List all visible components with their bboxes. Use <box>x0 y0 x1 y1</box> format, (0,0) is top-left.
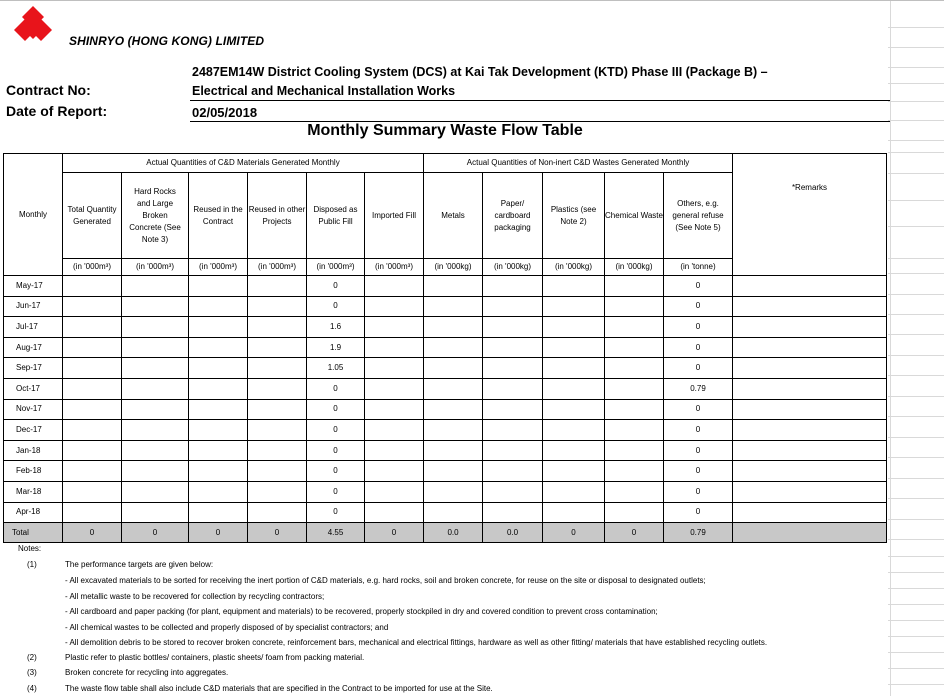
table-row <box>4 358 887 379</box>
empty-cell <box>424 502 483 523</box>
table-row <box>4 317 887 338</box>
empty-cell <box>733 399 887 420</box>
empty-cell <box>248 399 307 420</box>
empty-cell <box>605 337 664 358</box>
total-cell: 0.0 <box>483 523 543 543</box>
empty-cell <box>189 481 248 502</box>
empty-cell <box>424 358 483 379</box>
empty-cell <box>543 440 605 461</box>
disposed-public-fill-cell: 0 <box>307 378 365 399</box>
total-cell: 0 <box>189 523 248 543</box>
total-cell: 0 <box>63 523 122 543</box>
empty-cell <box>122 378 189 399</box>
empty-cell <box>733 276 887 297</box>
contract-underline <box>190 100 890 101</box>
empty-cell <box>248 296 307 317</box>
month-cell: Jul-17 <box>4 317 63 338</box>
disposed-public-fill-cell: 0 <box>307 420 365 441</box>
unit-header: (in '000m³) <box>365 259 424 276</box>
table-row <box>4 440 887 461</box>
empty-cell <box>483 481 543 502</box>
noninert-group-header: Actual Quantities of Non-inert C&D Wastes Generated Monthly <box>424 154 733 173</box>
empty-cell <box>424 337 483 358</box>
empty-cell <box>483 317 543 338</box>
empty-cell <box>248 440 307 461</box>
empty-cell <box>543 399 605 420</box>
empty-cell <box>122 296 189 317</box>
table-row <box>4 296 887 317</box>
empty-cell <box>733 481 887 502</box>
total-cell: 0 <box>605 523 664 543</box>
empty-cell <box>63 440 122 461</box>
month-cell: Jun-17 <box>4 296 63 317</box>
total-row <box>4 523 887 543</box>
empty-cell <box>189 358 248 379</box>
unit-header: (in 'tonne) <box>664 259 733 276</box>
empty-cell <box>365 296 424 317</box>
empty-cell <box>63 317 122 338</box>
others-cell: 0 <box>664 276 733 297</box>
empty-cell <box>63 420 122 441</box>
table-row <box>4 337 887 358</box>
others-cell: 0.79 <box>664 378 733 399</box>
empty-cell <box>248 481 307 502</box>
empty-cell <box>63 296 122 317</box>
empty-cell <box>365 420 424 441</box>
empty-cell <box>248 420 307 441</box>
empty-cell <box>122 399 189 420</box>
date-value: 02/05/2018 <box>192 105 258 120</box>
empty-cell <box>189 276 248 297</box>
note-4-text: The waste flow table shall also include C&D materials that are specified in the Contract to be imported for use at the Site. <box>65 684 493 693</box>
empty-cell <box>543 461 605 482</box>
unit-header: (in '000m³) <box>63 259 122 276</box>
empty-cell <box>605 276 664 297</box>
empty-cell <box>365 440 424 461</box>
empty-cell <box>605 378 664 399</box>
empty-cell <box>605 296 664 317</box>
total-cell: 0 <box>248 523 307 543</box>
empty-cell <box>605 440 664 461</box>
others-cell: 0 <box>664 481 733 502</box>
empty-cell <box>63 502 122 523</box>
empty-cell <box>733 358 887 379</box>
note-bullet: - All metallic waste to be recovered for collection by recycling contractors; <box>65 591 325 601</box>
month-cell: Aug-17 <box>4 337 63 358</box>
empty-cell <box>543 481 605 502</box>
total-cell: 0 <box>122 523 189 543</box>
empty-cell <box>424 296 483 317</box>
empty-cell <box>365 502 424 523</box>
empty-cell <box>122 358 189 379</box>
empty-cell <box>733 502 887 523</box>
empty-cell <box>543 337 605 358</box>
empty-cell <box>424 461 483 482</box>
empty-cell <box>733 420 887 441</box>
empty-cell <box>248 358 307 379</box>
note-bullet: - All excavated materials to be sorted for receiving the inert portion of C&D materials, e.g. hard rocks, soil and broken concrete, for reuse on the site or disposal to designated outlets; <box>65 576 706 585</box>
empty-cell <box>122 502 189 523</box>
unit-header: (in '000kg) <box>424 259 483 276</box>
column-header: Imported Fill <box>365 173 424 259</box>
empty-cell <box>733 317 887 338</box>
remarks-header: *Remarks <box>733 154 887 276</box>
empty-cell <box>543 358 605 379</box>
empty-cell <box>483 378 543 399</box>
note-3-text: Broken concrete for recycling into aggregates. <box>65 668 229 677</box>
empty-cell <box>543 378 605 399</box>
empty-cell <box>189 296 248 317</box>
month-cell: Mar-18 <box>4 481 63 502</box>
column-header: Reused in other Projects <box>248 173 307 259</box>
date-label: Date of Report: <box>6 103 108 119</box>
company-name: SHINRYO (HONG KONG) LIMITED <box>69 34 265 48</box>
empty-cell <box>365 337 424 358</box>
empty-cell <box>543 502 605 523</box>
empty-cell <box>733 378 887 399</box>
note-3-number: (3) <box>27 668 37 677</box>
total-remarks-cell <box>733 523 887 543</box>
empty-cell <box>365 481 424 502</box>
empty-cell <box>248 461 307 482</box>
table-row <box>4 461 887 482</box>
empty-cell <box>733 461 887 482</box>
unit-header: (in '000m³) <box>122 259 189 276</box>
table-row <box>4 276 887 297</box>
others-cell: 0 <box>664 502 733 523</box>
monthly-header: Monthly <box>4 154 63 276</box>
empty-cell <box>424 317 483 338</box>
disposed-public-fill-cell: 0 <box>307 502 365 523</box>
empty-cell <box>248 337 307 358</box>
unit-header: (in '000kg) <box>543 259 605 276</box>
disposed-public-fill-cell: 0 <box>307 440 365 461</box>
others-cell: 0 <box>664 399 733 420</box>
empty-cell <box>483 337 543 358</box>
empty-cell <box>365 399 424 420</box>
column-header: Chemical Waste <box>605 173 664 259</box>
empty-cell <box>63 461 122 482</box>
empty-cell <box>122 481 189 502</box>
others-cell: 0 <box>664 420 733 441</box>
empty-cell <box>424 481 483 502</box>
disposed-public-fill-cell: 0 <box>307 276 365 297</box>
empty-cell <box>365 276 424 297</box>
unit-header: (in '000m³) <box>189 259 248 276</box>
empty-cell <box>365 317 424 338</box>
column-header: Plastics (see Note 2) <box>543 173 605 259</box>
others-cell: 0 <box>664 317 733 338</box>
column-header: Hard Rocks and Large Broken Concrete (See Note 3) <box>122 173 189 259</box>
empty-cell <box>189 399 248 420</box>
note-bullet: - All cardboard and paper packing (for plant, equipment and materials) to be recovered, properly stockpiled in dry and covered condition to prevent cross contamination; <box>65 607 658 616</box>
column-header: Reused in the Contract <box>189 173 248 259</box>
empty-cell <box>605 358 664 379</box>
empty-cell <box>189 337 248 358</box>
column-header: Others, e.g. general refuse (See Note 5) <box>664 173 733 259</box>
month-cell: Dec-17 <box>4 420 63 441</box>
month-cell: Jan-18 <box>4 440 63 461</box>
empty-cell <box>483 502 543 523</box>
empty-cell <box>189 378 248 399</box>
empty-cell <box>189 461 248 482</box>
cd-group-header: Actual Quantities of C&D Materials Generated Monthly <box>63 154 424 173</box>
empty-cell <box>483 296 543 317</box>
note-1-text: The performance targets are given below: <box>65 560 214 569</box>
table-row <box>4 378 887 399</box>
empty-cell <box>605 399 664 420</box>
waste-flow-table <box>3 153 887 543</box>
table-row <box>4 481 887 502</box>
notes-heading: Notes: <box>18 544 42 553</box>
empty-cell <box>248 378 307 399</box>
empty-cell <box>424 276 483 297</box>
empty-cell <box>365 461 424 482</box>
month-cell: May-17 <box>4 276 63 297</box>
total-cell: 0.79 <box>664 523 733 543</box>
unit-header: (in '000m³) <box>248 259 307 276</box>
total-cell: 0.0 <box>424 523 483 543</box>
empty-cell <box>733 296 887 317</box>
empty-cell <box>122 440 189 461</box>
total-cell: 0 <box>365 523 424 543</box>
others-cell: 0 <box>664 296 733 317</box>
others-cell: 0 <box>664 358 733 379</box>
empty-cell <box>424 420 483 441</box>
empty-cell <box>483 440 543 461</box>
empty-cell <box>248 502 307 523</box>
disposed-public-fill-cell: 0 <box>307 461 365 482</box>
empty-cell <box>122 317 189 338</box>
disposed-public-fill-cell: 0 <box>307 296 365 317</box>
table-row <box>4 399 887 420</box>
empty-cell <box>605 461 664 482</box>
empty-cell <box>543 420 605 441</box>
empty-cell <box>248 276 307 297</box>
empty-cell <box>605 481 664 502</box>
empty-cell <box>483 461 543 482</box>
empty-cell <box>189 420 248 441</box>
empty-cell <box>424 399 483 420</box>
page-title: Monthly Summary Waste Flow Table <box>307 122 583 139</box>
total-label: Total <box>4 523 63 543</box>
empty-cell <box>543 276 605 297</box>
total-cell: 0 <box>543 523 605 543</box>
unit-header: (in '000kg) <box>483 259 543 276</box>
empty-cell <box>63 399 122 420</box>
others-cell: 0 <box>664 337 733 358</box>
disposed-public-fill-cell: 1.9 <box>307 337 365 358</box>
contract-line-1: 2487EM14W District Cooling System (DCS) at Kai Tak Development (KTD) Phase III (Package B) – <box>192 65 768 79</box>
empty-cell <box>63 378 122 399</box>
empty-cell <box>365 358 424 379</box>
note-4-number: (4) <box>27 684 37 693</box>
disposed-public-fill-cell: 0 <box>307 399 365 420</box>
empty-cell <box>248 317 307 338</box>
empty-cell <box>483 358 543 379</box>
disposed-public-fill-cell: 1.05 <box>307 358 365 379</box>
month-cell: Feb-18 <box>4 461 63 482</box>
table-row <box>4 502 887 523</box>
empty-cell <box>483 399 543 420</box>
note-1-number: (1) <box>27 560 37 569</box>
empty-cell <box>189 502 248 523</box>
month-cell: Sep-17 <box>4 358 63 379</box>
table-row <box>4 420 887 441</box>
empty-cell <box>424 378 483 399</box>
empty-cell <box>543 296 605 317</box>
empty-cell <box>189 440 248 461</box>
empty-cell <box>365 378 424 399</box>
unit-header: (in '000kg) <box>605 259 664 276</box>
empty-cell <box>189 317 248 338</box>
company-logo <box>14 5 52 45</box>
disposed-public-fill-cell: 1.6 <box>307 317 365 338</box>
empty-cell <box>63 358 122 379</box>
empty-cell <box>122 276 189 297</box>
empty-cell <box>63 276 122 297</box>
unit-header: (in '000m³) <box>307 259 365 276</box>
total-cell: 4.55 <box>307 523 365 543</box>
empty-cell <box>122 420 189 441</box>
empty-cell <box>63 337 122 358</box>
month-cell: Apr-18 <box>4 502 63 523</box>
contract-label: Contract No: <box>6 82 91 98</box>
empty-cell <box>483 276 543 297</box>
contract-line-2: Electrical and Mechanical Installation Works <box>192 84 456 98</box>
empty-cell <box>543 317 605 338</box>
empty-cell <box>605 502 664 523</box>
column-header: Total Quantity Generated <box>63 173 122 259</box>
month-cell: Oct-17 <box>4 378 63 399</box>
disposed-public-fill-cell: 0 <box>307 481 365 502</box>
month-cell: Nov-17 <box>4 399 63 420</box>
note-2-text: Plastic refer to plastic bottles/ containers, plastic sheets/ foam from packing material. <box>65 653 365 662</box>
empty-cell <box>122 337 189 358</box>
column-header: Metals <box>424 173 483 259</box>
empty-cell <box>733 337 887 358</box>
others-cell: 0 <box>664 461 733 482</box>
others-cell: 0 <box>664 440 733 461</box>
empty-cell <box>424 440 483 461</box>
note-bullet: - All chemical wastes to be collected and properly disposed of by specialist contractors; and <box>65 622 389 632</box>
empty-cell <box>63 481 122 502</box>
empty-cell <box>733 440 887 461</box>
note-2-number: (2) <box>27 653 37 662</box>
empty-cell <box>122 461 189 482</box>
empty-cell <box>605 420 664 441</box>
empty-cell <box>483 420 543 441</box>
column-header: Disposed as Public Fill <box>307 173 365 259</box>
note-bullet: - All demolition debris to be stored to recover broken concrete, reinforcement bars, mechanical and electrical fittings, hardware as well as other fitting/ materials that have established recycling outlets. <box>65 638 768 647</box>
column-header: Paper/ cardboard packaging <box>483 173 543 259</box>
empty-cell <box>605 317 664 338</box>
